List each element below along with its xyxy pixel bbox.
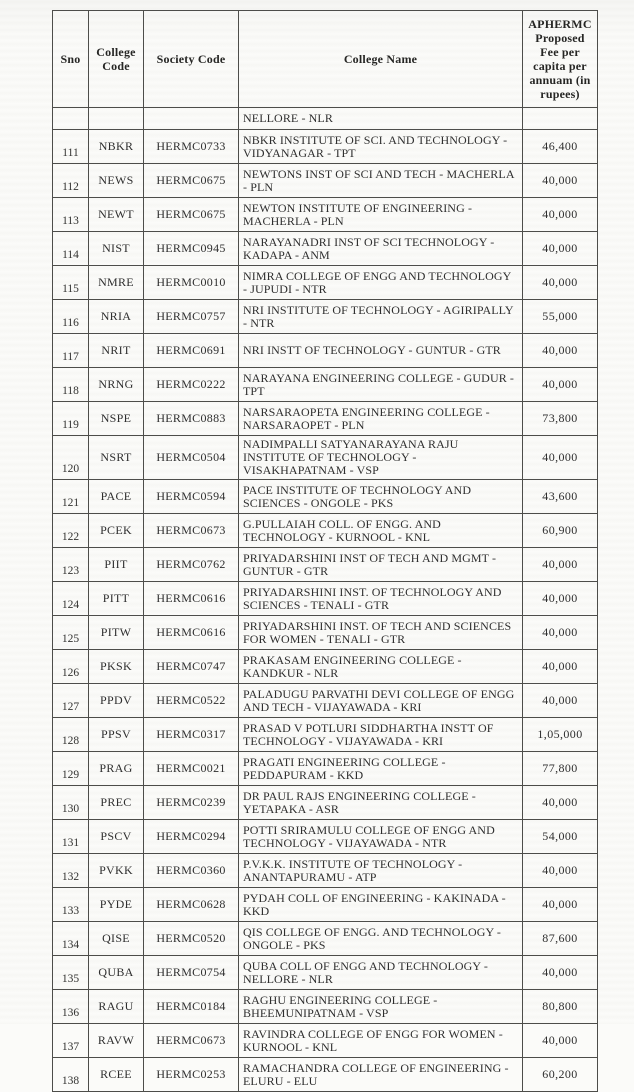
table-row <box>53 164 598 198</box>
fee-cell: 40,000 <box>523 164 598 198</box>
society-code-cell: HERMC0673 <box>144 514 239 548</box>
society-code-cell: HERMC0616 <box>144 582 239 616</box>
table-row <box>53 368 598 402</box>
sno-cell: 111 <box>53 130 89 164</box>
sno-cell: 129 <box>53 752 89 786</box>
college-name-cell: PRAGATI ENGINEERING COLLEGE - PEDDAPURAM - KKD <box>239 752 523 786</box>
society-code-cell: HERMC0253 <box>144 1058 239 1092</box>
fee-cell: 40,000 <box>523 616 598 650</box>
table-row <box>53 436 598 480</box>
college-name-cell: PYDAH COLL OF ENGINEERING - KAKINADA - KKD <box>239 888 523 922</box>
college-code-cell: PIIT <box>89 548 144 582</box>
society-code-cell: HERMC0747 <box>144 650 239 684</box>
college-code-cell: PSCV <box>89 820 144 854</box>
fee-cell: 40,000 <box>523 786 598 820</box>
society-code-cell <box>144 108 239 130</box>
sno-cell: 114 <box>53 232 89 266</box>
table-row <box>53 198 598 232</box>
college-name-cell: QUBA COLL OF ENGG AND TECHNOLOGY - NELLORE - NLR <box>239 956 523 990</box>
col-header-fee: APHERMC Proposed Fee per capita per annuam (in rupees) <box>523 11 598 108</box>
college-name-cell: DR PAUL RAJS ENGINEERING COLLEGE - YETAPAKA - ASR <box>239 786 523 820</box>
society-code-cell: HERMC0883 <box>144 402 239 436</box>
college-code-cell: NBKR <box>89 130 144 164</box>
table-row <box>53 514 598 548</box>
col-header-college-code: College Code <box>89 11 144 108</box>
fee-cell: 40,000 <box>523 1024 598 1058</box>
sno-cell: 135 <box>53 956 89 990</box>
society-code-cell: HERMC0628 <box>144 888 239 922</box>
college-name-cell: NRI INSTT OF TECHNOLOGY - GUNTUR - GTR <box>239 334 523 368</box>
college-code-cell: NMRE <box>89 266 144 300</box>
college-code-cell: NRNG <box>89 368 144 402</box>
sno-cell: 120 <box>53 436 89 480</box>
sno-cell: 112 <box>53 164 89 198</box>
college-code-cell: PVKK <box>89 854 144 888</box>
college-name-cell: PRAKASAM ENGINEERING COLLEGE - KANDKUR - NLR <box>239 650 523 684</box>
fee-cell: 60,200 <box>523 1058 598 1092</box>
society-code-cell: HERMC0184 <box>144 990 239 1024</box>
society-code-cell: HERMC0021 <box>144 752 239 786</box>
college-name-cell: PRIYADARSHINI INST. OF TECH AND SCIENCES FOR WOMEN - TENALI - GTR <box>239 616 523 650</box>
fee-cell: 40,000 <box>523 854 598 888</box>
table-row <box>53 922 598 956</box>
college-code-cell <box>89 108 144 130</box>
table-row <box>53 616 598 650</box>
table-row <box>53 1058 598 1092</box>
college-code-cell: PRAG <box>89 752 144 786</box>
college-name-cell: RAGHU ENGINEERING COLLEGE - BHEEMUNIPATNAM - VSP <box>239 990 523 1024</box>
college-name-cell: PALADUGU PARVATHI DEVI COLLEGE OF ENGG AND TECH - VIJAYAWADA - KRI <box>239 684 523 718</box>
fee-cell: 77,800 <box>523 752 598 786</box>
fee-cell: 87,600 <box>523 922 598 956</box>
college-name-cell: G.PULLAIAH COLL. OF ENGG. AND TECHNOLOGY - KURNOOL - KNL <box>239 514 523 548</box>
sno-cell <box>53 108 89 130</box>
sno-cell: 131 <box>53 820 89 854</box>
society-code-cell: HERMC0504 <box>144 436 239 480</box>
college-code-cell: NEWT <box>89 198 144 232</box>
society-code-cell: HERMC0691 <box>144 334 239 368</box>
society-code-cell: HERMC0317 <box>144 718 239 752</box>
college-name-cell: PRIYADARSHINI INST. OF TECHNOLOGY AND SCIENCES - TENALI - GTR <box>239 582 523 616</box>
fee-cell: 40,000 <box>523 266 598 300</box>
sno-cell: 133 <box>53 888 89 922</box>
table-row <box>53 130 598 164</box>
society-code-cell: HERMC0594 <box>144 480 239 514</box>
society-code-cell: HERMC0616 <box>144 616 239 650</box>
college-name-cell: NADIMPALLI SATYANARAYANA RAJU INSTITUTE OF TECHNOLOGY - VISAKHAPATNAM - VSP <box>239 436 523 480</box>
table-row <box>53 650 598 684</box>
sno-cell: 134 <box>53 922 89 956</box>
college-code-cell: NSRT <box>89 436 144 480</box>
society-code-cell: HERMC0757 <box>144 300 239 334</box>
college-name-cell: PRASAD V POTLURI SIDDHARTHA INSTT OF TECHNOLOGY - VIJAYAWADA - KRI <box>239 718 523 752</box>
table-row <box>53 402 598 436</box>
table-row <box>53 752 598 786</box>
table-row <box>53 582 598 616</box>
college-code-cell: PPSV <box>89 718 144 752</box>
table-row <box>53 232 598 266</box>
fee-cell: 80,800 <box>523 990 598 1024</box>
college-name-cell: P.V.K.K. INSTITUTE OF TECHNOLOGY - ANANTAPURAMU - ATP <box>239 854 523 888</box>
college-code-cell: QUBA <box>89 956 144 990</box>
society-code-cell: HERMC0675 <box>144 198 239 232</box>
fee-cell: 40,000 <box>523 582 598 616</box>
sno-cell: 116 <box>53 300 89 334</box>
table-row <box>53 300 598 334</box>
college-name-cell: NBKR INSTITUTE OF SCI. AND TECHNOLOGY - VIDYANAGAR - TPT <box>239 130 523 164</box>
table-row <box>53 334 598 368</box>
col-header-sno: Sno <box>53 11 89 108</box>
college-code-cell: NEWS <box>89 164 144 198</box>
college-name-cell: NEWTONS INST OF SCI AND TECH - MACHERLA - PLN <box>239 164 523 198</box>
col-header-college-name: College Name <box>239 11 523 108</box>
college-code-cell: NRIT <box>89 334 144 368</box>
table-row <box>53 684 598 718</box>
fee-cell: 60,900 <box>523 514 598 548</box>
sno-cell: 118 <box>53 368 89 402</box>
fee-cell <box>523 108 598 130</box>
college-code-cell: PITT <box>89 582 144 616</box>
sno-cell: 127 <box>53 684 89 718</box>
college-code-cell: PKSK <box>89 650 144 684</box>
college-code-cell: PREC <box>89 786 144 820</box>
fee-cell: 40,000 <box>523 198 598 232</box>
college-fee-table <box>52 10 598 1092</box>
fee-cell: 55,000 <box>523 300 598 334</box>
society-code-cell: HERMC0360 <box>144 854 239 888</box>
sno-cell: 124 <box>53 582 89 616</box>
sno-cell: 136 <box>53 990 89 1024</box>
society-code-cell: HERMC0675 <box>144 164 239 198</box>
table-row <box>53 548 598 582</box>
college-code-cell: PPDV <box>89 684 144 718</box>
college-name-cell: POTTI SRIRAMULU COLLEGE OF ENGG AND TECHNOLOGY - VIJAYAWADA - NTR <box>239 820 523 854</box>
college-code-cell: RAVW <box>89 1024 144 1058</box>
sno-cell: 115 <box>53 266 89 300</box>
sno-cell: 123 <box>53 548 89 582</box>
sno-cell: 132 <box>53 854 89 888</box>
college-name-cell: NRI INSTITUTE OF TECHNOLOGY - AGIRIPALLY - NTR <box>239 300 523 334</box>
fee-cell: 40,000 <box>523 684 598 718</box>
college-code-cell: NIST <box>89 232 144 266</box>
sno-cell: 137 <box>53 1024 89 1058</box>
fee-cell: 54,000 <box>523 820 598 854</box>
college-name-cell: PRIYADARSHINI INST OF TECH AND MGMT - GUNTUR - GTR <box>239 548 523 582</box>
fee-cell: 40,000 <box>523 232 598 266</box>
society-code-cell: HERMC0522 <box>144 684 239 718</box>
sno-cell: 128 <box>53 718 89 752</box>
college-name-cell: NARAYANADRI INST OF SCI TECHNOLOGY - KADAPA - ANM <box>239 232 523 266</box>
table-body <box>53 108 598 1092</box>
sno-cell: 117 <box>53 334 89 368</box>
fee-cell: 40,000 <box>523 956 598 990</box>
college-name-cell: QIS COLLEGE OF ENGG. AND TECHNOLOGY - ONGOLE - PKS <box>239 922 523 956</box>
college-name-cell: RAMACHANDRA COLLEGE OF ENGINEERING - ELURU - ELU <box>239 1058 523 1092</box>
sno-cell: 138 <box>53 1058 89 1092</box>
college-code-cell: PACE <box>89 480 144 514</box>
college-name-cell: NARAYANA ENGINEERING COLLEGE - GUDUR - TPT <box>239 368 523 402</box>
table-row <box>53 854 598 888</box>
college-name-cell: NIMRA COLLEGE OF ENGG AND TECHNOLOGY - JUPUDI - NTR <box>239 266 523 300</box>
college-code-cell: PCEK <box>89 514 144 548</box>
header-row <box>53 11 598 108</box>
table-row <box>53 990 598 1024</box>
fee-cell: 73,800 <box>523 402 598 436</box>
society-code-cell: HERMC0520 <box>144 922 239 956</box>
table-row <box>53 480 598 514</box>
society-code-cell: HERMC0222 <box>144 368 239 402</box>
society-code-cell: HERMC0010 <box>144 266 239 300</box>
table-row <box>53 1024 598 1058</box>
society-code-cell: HERMC0673 <box>144 1024 239 1058</box>
fee-cell: 40,000 <box>523 548 598 582</box>
college-name-cell: PACE INSTITUTE OF TECHNOLOGY AND SCIENCES - ONGOLE - PKS <box>239 480 523 514</box>
society-code-cell: HERMC0239 <box>144 786 239 820</box>
table-row <box>53 956 598 990</box>
fee-cell: 1,05,000 <box>523 718 598 752</box>
society-code-cell: HERMC0294 <box>144 820 239 854</box>
college-code-cell: QISE <box>89 922 144 956</box>
society-code-cell: HERMC0945 <box>144 232 239 266</box>
fee-cell: 40,000 <box>523 334 598 368</box>
fee-cell: 40,000 <box>523 888 598 922</box>
college-code-cell: RCEE <box>89 1058 144 1092</box>
table-row <box>53 718 598 752</box>
college-code-cell: NSPE <box>89 402 144 436</box>
district-label: NELLORE - NLR <box>239 108 523 130</box>
sno-cell: 119 <box>53 402 89 436</box>
sno-cell: 113 <box>53 198 89 232</box>
sno-cell: 125 <box>53 616 89 650</box>
sno-cell: 121 <box>53 480 89 514</box>
table-header <box>53 11 598 108</box>
fee-cell: 40,000 <box>523 436 598 480</box>
col-header-society-code: Society Code <box>144 11 239 108</box>
table-row <box>53 888 598 922</box>
district-section-row <box>53 108 598 130</box>
society-code-cell: HERMC0754 <box>144 956 239 990</box>
table-row <box>53 786 598 820</box>
college-code-cell: PYDE <box>89 888 144 922</box>
society-code-cell: HERMC0733 <box>144 130 239 164</box>
fee-cell: 43,600 <box>523 480 598 514</box>
fee-cell: 40,000 <box>523 650 598 684</box>
table-row <box>53 266 598 300</box>
fee-cell: 40,000 <box>523 368 598 402</box>
sno-cell: 130 <box>53 786 89 820</box>
sno-cell: 122 <box>53 514 89 548</box>
society-code-cell: HERMC0762 <box>144 548 239 582</box>
college-name-cell: NARSARAOPETA ENGINEERING COLLEGE - NARSARAOPET - PLN <box>239 402 523 436</box>
sno-cell: 126 <box>53 650 89 684</box>
college-code-cell: NRIA <box>89 300 144 334</box>
college-code-cell: RAGU <box>89 990 144 1024</box>
college-name-cell: NEWTON INSTITUTE OF ENGINEERING - MACHERLA - PLN <box>239 198 523 232</box>
table-row <box>53 820 598 854</box>
college-name-cell: RAVINDRA COLLEGE OF ENGG FOR WOMEN - KURNOOL - KNL <box>239 1024 523 1058</box>
fee-cell: 46,400 <box>523 130 598 164</box>
college-code-cell: PITW <box>89 616 144 650</box>
